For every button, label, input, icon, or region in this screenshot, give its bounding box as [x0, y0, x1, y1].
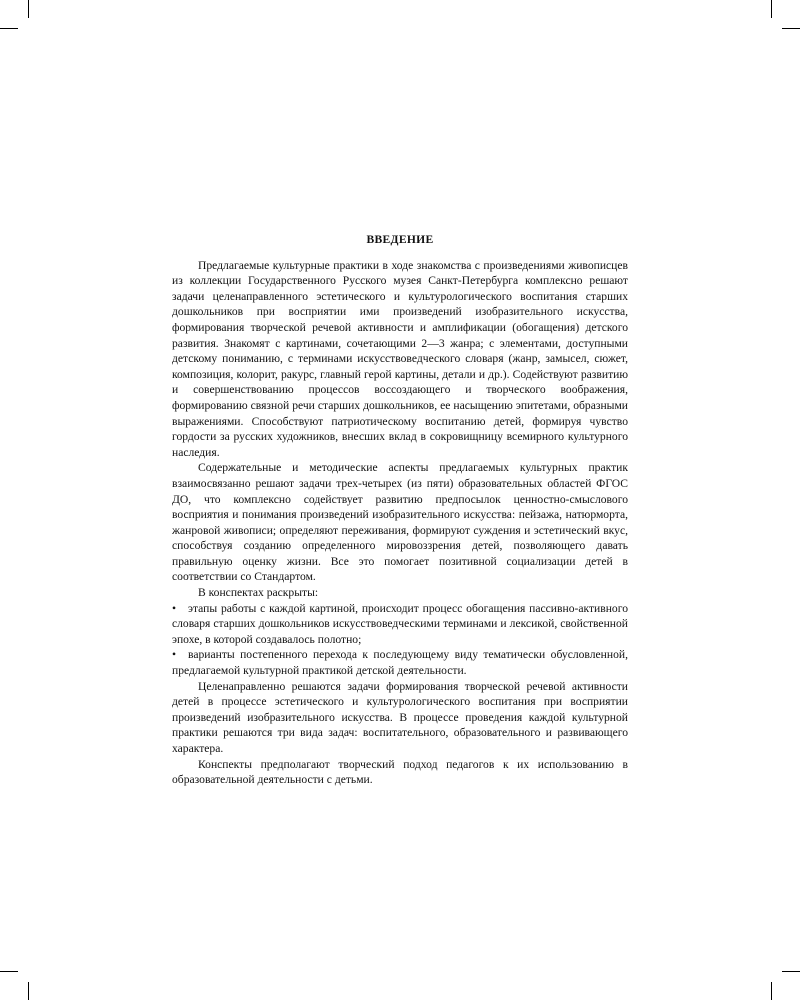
bullet-symbol: • [172, 648, 177, 662]
list-intro: В конспектах раскрыты: [198, 586, 319, 600]
list-item [172, 647, 628, 678]
paragraph-introduction: Предлагаемые культурные практики в ходе знакомства с произведениями живописцев из коллекции Государственного Русского музея Санкт-Петербурга комплексно решают задачи целенаправленного эстетического и культурологического воспитания старших дошкольников при восприятии ими произведений изобразительного искусства, формирования творческой речевой активности и амплификации (обогащения) детского развития. Знакомят с картинами, сочетающими 2—3 жанра; с элементами, доступными детскому пониманию, с терминами искусствоведческого словаря (жанр, замысел, сюжет, композиция, колорит, ракурс, главный герой картины, детали и др.). Содействуют развитию и совершенствованию процессов воссоздающего и творческого воображения, формированию связной речи старших дошкольников, ее насыщению эпитетами, образными выражениями. Способствуют патриотическому воспитанию детей, формируя чувство гордости за русских художников, внесших вклад в сокровищницу всемирного культурного наследия. [172, 258, 628, 459]
paragraph-conclusion: Конспекты предполагают творческий подход педагогов к их использованию в образовательной деятельности с детьми. [172, 757, 628, 787]
list-item-text: варианты постепенного перехода к последующему виду тематически обусловленной, предлагаемой культурной практикой детской деятельности. [172, 648, 628, 678]
crop-mark-bottom-right [771, 982, 772, 1000]
crop-mark-top-left-horizontal [0, 28, 18, 29]
crop-mark-bottom-right-horizontal [782, 971, 800, 972]
crop-mark-top-right [771, 0, 772, 18]
crop-mark-top-right-horizontal [782, 28, 800, 29]
paragraph-tasks: Целенаправленно решаются задачи формирования творческой речевой активности детей в процессе эстетического и культурологического воспитания при восприятии произведений изобразительного искусства. В процессе проведения каждой культурной практики решаются три вида задач: воспитательного, образовательного и развивающего характера. [172, 679, 628, 755]
crop-mark-bottom-left-horizontal [0, 971, 18, 972]
bullet-symbol: • [172, 601, 177, 615]
crop-mark-top-left [28, 0, 29, 18]
list-item [172, 601, 628, 648]
list-item-text: этапы работы с каждой картиной, происходит процесс обогащения пассивно-активного словаря старших дошкольников искусствоведческими терминами и лексикой, свойственной эпохе, в которой создавалось полотно; [172, 601, 628, 646]
document-body [172, 232, 628, 788]
crop-mark-bottom-left [28, 982, 29, 1000]
page-title: ВВЕДЕНИЕ [366, 233, 434, 246]
paragraph-aspects: Содержательные и методические аспекты предлагаемых культурных практик взаимосвязанно решают задачи трех-четырех (из пяти) образовательных областей ФГОС ДО, что комплексно содействует развитию предпосылок ценностно-смыслового восприятия и понимания произведений изобразительного искусства: пейзажа, натюрморта, жанровой живописи; определяют переживания, формируют суждения и эстетический вкус, способствуя созданию определенного мировоззрения детей, позволяющего давать правильную оценку жизни. Все это помогает позитивной социализации детей в соответствии со Стандартом. [172, 461, 628, 584]
